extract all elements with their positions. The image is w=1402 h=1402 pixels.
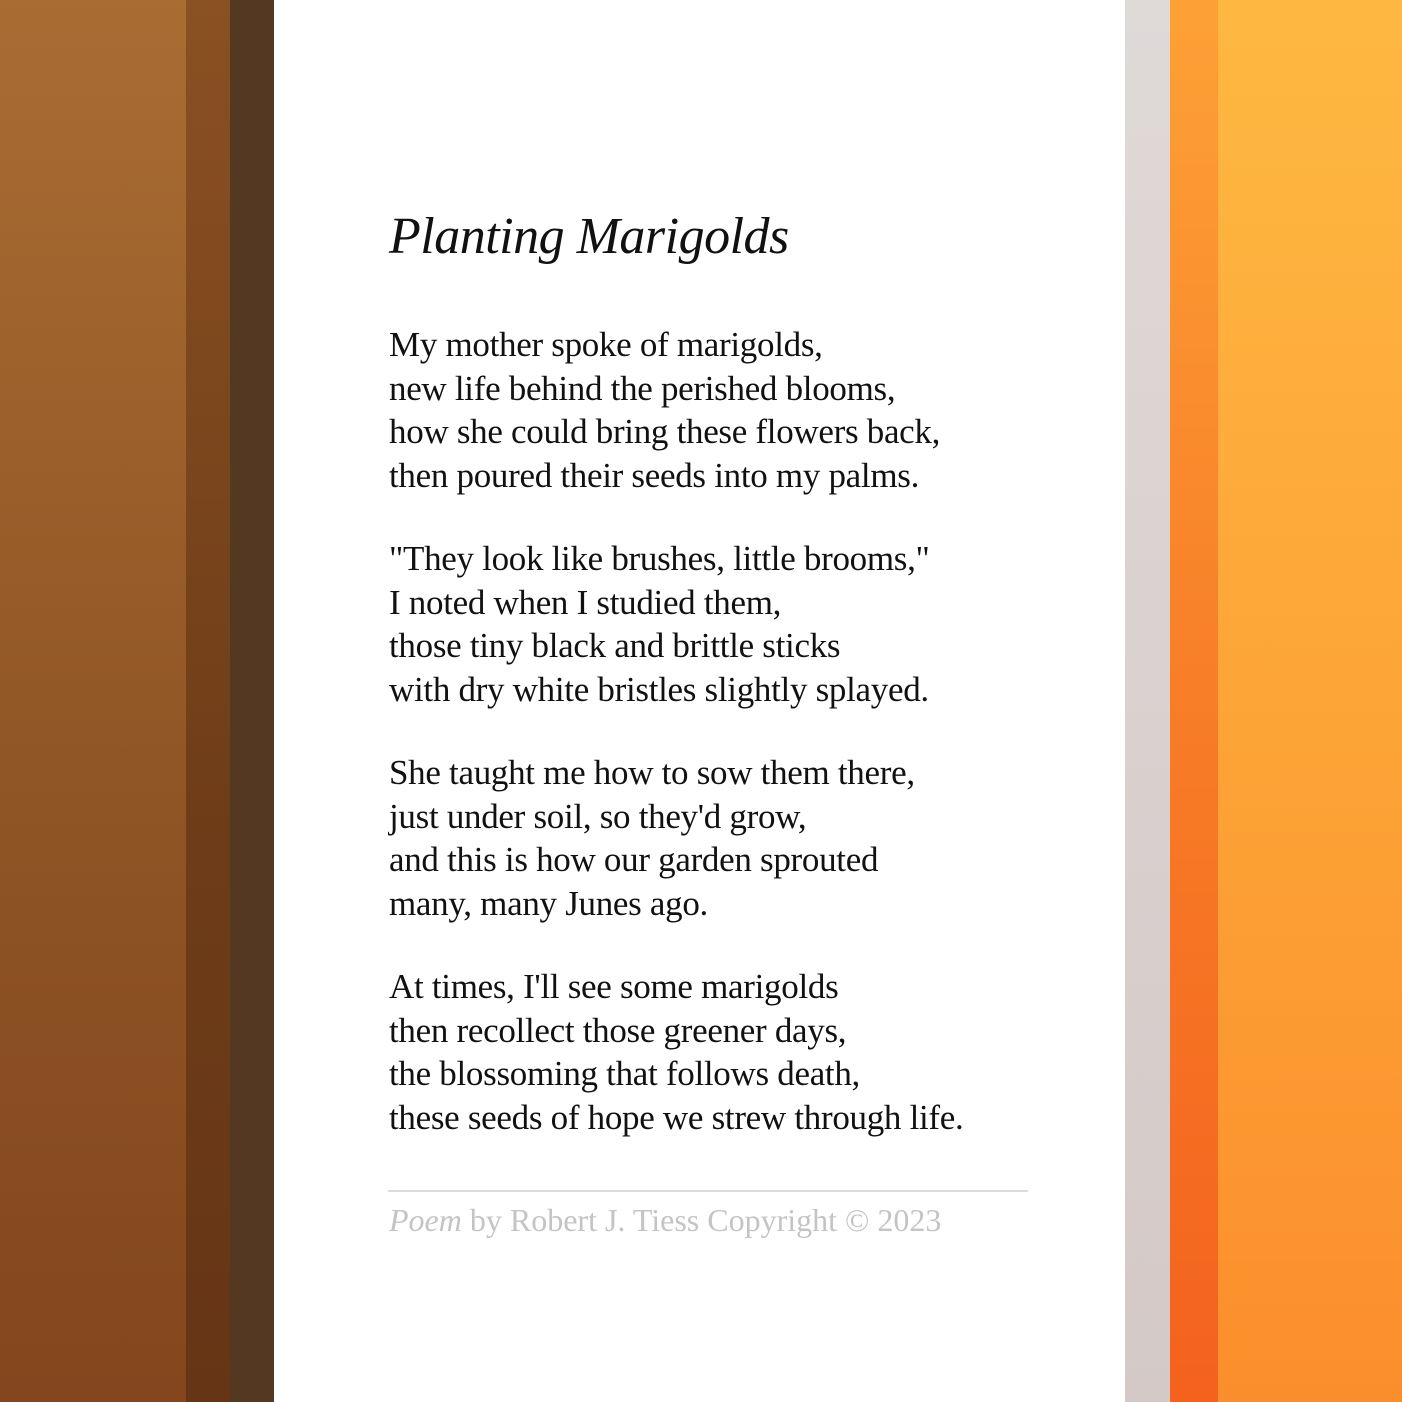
credit-text: by Robert J. Tiess Copyright © 2023 (461, 1202, 942, 1238)
poem-line: these seeds of hope we strew through life. (389, 1097, 964, 1137)
poem-line: how she could bring these flowers back, (389, 412, 941, 451)
left-stripe-dark-brown (230, 0, 274, 1402)
poem-line: just under soil, so they'd grow, (389, 796, 807, 836)
poem-line: many, many Junes ago. (389, 883, 709, 923)
stanza (389, 537, 1049, 711)
poem-panel (274, 0, 1125, 1402)
stanza (389, 751, 1049, 925)
right-stripe-yellow (1218, 0, 1402, 1402)
poem-line: with dry white bristles slightly splayed. (389, 669, 929, 709)
poem-line: new life behind the perished blooms, (389, 368, 896, 408)
poem-line: then poured their seeds into my palms. (389, 455, 920, 495)
poem-body (389, 323, 1049, 1139)
poem-line: "They look like brushes, little brooms," (389, 539, 930, 578)
poem-title: Planting Marigolds (389, 208, 789, 265)
poem-line: My mother spoke of marigolds, (389, 325, 823, 364)
poem-line: At times, I'll see some marigolds (389, 967, 839, 1006)
left-stripe-tan (0, 0, 186, 1402)
poem-line: She taught me how to sow them there, (389, 753, 915, 792)
poem-line: the blossoming that follows death, (389, 1054, 860, 1093)
poem-line: those tiny black and brittle sticks (389, 626, 841, 665)
copyright-credit (389, 1200, 941, 1240)
right-stripe-gray (1125, 0, 1170, 1402)
stanza (389, 965, 1049, 1139)
poem-line: and this is how our garden sprouted (389, 840, 879, 879)
credit-label: Poem (389, 1202, 462, 1238)
poem-line: then recollect those greener days, (389, 1010, 847, 1050)
poem (389, 205, 1049, 1179)
footer-divider (388, 1190, 1028, 1192)
poem-line: I noted when I studied them, (389, 582, 782, 622)
left-stripe-brown (186, 0, 230, 1402)
right-stripe-orange (1170, 0, 1218, 1402)
stanza (389, 323, 1049, 497)
